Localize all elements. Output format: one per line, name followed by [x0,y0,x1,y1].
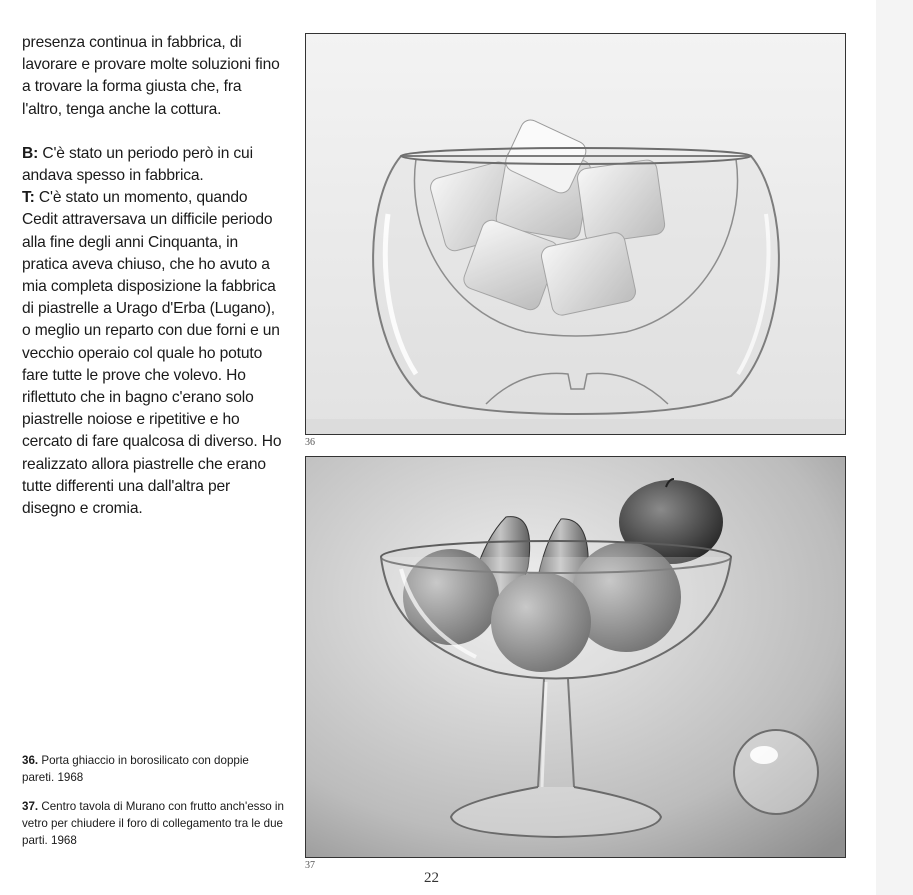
speaker-label: T: [22,189,35,207]
caption-number: 36. [22,754,39,767]
paragraph-text: presenza continua in fabbrica, di lavorare e provare molte soluzioni fino a trovare la forma giusta che, fra l'altro, tenga anche la cottura. [22,34,280,118]
speaker-label: B: [22,144,39,162]
photo-ice-bowl [305,33,846,435]
page-number: 22 [424,870,439,886]
paragraph [22,143,284,520]
figure-number: 37 [305,860,315,871]
figure-number: 36 [305,437,315,448]
caption-number: 37. [22,800,39,813]
captions [22,752,284,861]
caption-text: Centro tavola di Murano con frutto anch'esso in vetro per chiudere il foro di collegamento tra le due parti. 1968 [22,800,284,847]
paragraph [22,32,284,121]
caption [22,752,284,786]
photo-centrepiece [305,456,846,858]
text-column [22,32,284,542]
caption-text: Porta ghiaccio in borosilicato con doppie pareti. 1968 [22,754,249,784]
page-edge [876,0,913,895]
caption [22,798,284,849]
paragraph-text: C'è stato un periodo però in cui andava spesso in fabbrica. [22,144,253,185]
paragraph-text: C'è stato un momento, quando Cedit attraversava un difficile periodo alla fine degli anni Cinquanta, in pratica aveva chiuso, che ho avuto a mia completa disposizione la fabbrica di piastrelle a Urago d'Erba (Lugano), o meglio un reparto con due forni e un vecchio operaio col quale ho potuto fare tutte le prove che volevo. Ho riflettuto che in bagno c'erano solo piastrelle noiose e ripetitive e ho cercato di fare qualcosa di diverso. Ho realizzato allora piastrelle che erano tutte differenti una dall'altra per disegno e cromia. [22,189,282,518]
